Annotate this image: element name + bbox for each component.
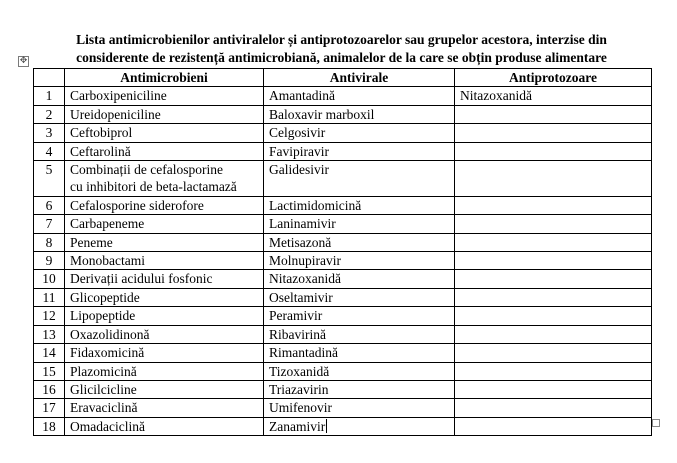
row-number-cell[interactable]: 9 bbox=[34, 252, 65, 270]
table-row bbox=[34, 252, 652, 270]
antimicrobial-cell[interactable]: Peneme bbox=[65, 233, 264, 251]
table-move-handle-icon[interactable]: ✥ bbox=[19, 56, 28, 66]
antiprotozoal-cell[interactable] bbox=[455, 288, 652, 306]
antiviral-text: Zanamivir bbox=[269, 418, 326, 434]
row-number-cell[interactable]: 14 bbox=[34, 344, 65, 362]
antimicrobial-cell[interactable]: Derivații acidului fosfonic bbox=[65, 270, 264, 288]
header-antivirals[interactable]: Antivirale bbox=[264, 69, 455, 87]
row-number-cell[interactable]: 7 bbox=[34, 215, 65, 233]
row-number-cell[interactable]: 10 bbox=[34, 270, 65, 288]
antiviral-cell[interactable]: Tizoxanidă bbox=[264, 362, 455, 380]
row-number-cell[interactable]: 8 bbox=[34, 233, 65, 251]
antiprotozoal-cell[interactable] bbox=[455, 105, 652, 123]
antimicrobial-text-line-2: cu inhibitori de beta-lactamază bbox=[70, 179, 237, 195]
antiprotozoal-cell[interactable]: Nitazoxanidă bbox=[455, 87, 652, 105]
antiprotozoal-cell[interactable] bbox=[455, 252, 652, 270]
antimicrobial-cell[interactable]: Glicopeptide bbox=[65, 288, 264, 306]
antimicrobial-cell[interactable]: Ureidopeniciline bbox=[65, 105, 264, 123]
row-number-cell[interactable]: 2 bbox=[34, 105, 65, 123]
antimicrobial-text-line-1: Combinații de cefalosporine bbox=[70, 162, 223, 178]
table-header-row bbox=[34, 69, 652, 87]
antimicrobial-cell[interactable] bbox=[65, 161, 264, 197]
table-resize-handle[interactable] bbox=[652, 419, 660, 427]
table-row bbox=[34, 215, 652, 233]
row-number-cell[interactable]: 11 bbox=[34, 288, 65, 306]
antiprotozoal-cell[interactable] bbox=[455, 307, 652, 325]
row-number-cell[interactable]: 4 bbox=[34, 142, 65, 160]
substances-table bbox=[33, 68, 652, 436]
antiviral-cell[interactable]: Nitazoxanidă bbox=[264, 270, 455, 288]
antimicrobial-cell[interactable]: Plazomicină bbox=[65, 362, 264, 380]
table-row bbox=[34, 399, 652, 417]
antiprotozoal-cell[interactable] bbox=[455, 270, 652, 288]
antiprotozoal-cell[interactable] bbox=[455, 196, 652, 214]
antimicrobial-cell[interactable]: Oxazolidinonă bbox=[65, 325, 264, 343]
antiviral-cell[interactable]: Celgosivir bbox=[264, 124, 455, 142]
table-row bbox=[34, 307, 652, 325]
table-row bbox=[34, 325, 652, 343]
header-number[interactable] bbox=[34, 69, 65, 87]
row-number-cell[interactable]: 15 bbox=[34, 362, 65, 380]
table-row bbox=[34, 380, 652, 398]
antimicrobial-cell[interactable]: Lipopeptide bbox=[65, 307, 264, 325]
antiprotozoal-cell[interactable] bbox=[455, 215, 652, 233]
antimicrobial-cell[interactable]: Ceftobiprol bbox=[65, 124, 264, 142]
antimicrobial-cell[interactable]: Glicilcicline bbox=[65, 380, 264, 398]
antiprotozoal-cell[interactable] bbox=[455, 325, 652, 343]
antiprotozoal-cell[interactable] bbox=[455, 380, 652, 398]
antiviral-cell[interactable]: Laninamivir bbox=[264, 215, 455, 233]
table-row bbox=[34, 362, 652, 380]
table-row bbox=[34, 124, 652, 142]
antiviral-cell[interactable]: Favipiravir bbox=[264, 142, 455, 160]
antiprotozoal-cell[interactable] bbox=[455, 233, 652, 251]
antiviral-cell[interactable]: Amantadină bbox=[264, 87, 455, 105]
table-body bbox=[34, 87, 652, 436]
row-number-cell[interactable]: 13 bbox=[34, 325, 65, 343]
antiviral-cell[interactable]: Peramivir bbox=[264, 307, 455, 325]
antiviral-cell[interactable]: Triazavirin bbox=[264, 380, 455, 398]
antiviral-cell[interactable]: Umifenovir bbox=[264, 399, 455, 417]
antiviral-cell[interactable]: Ribavirină bbox=[264, 325, 455, 343]
antiviral-cell[interactable]: Baloxavir marboxil bbox=[264, 105, 455, 123]
row-number-cell[interactable]: 12 bbox=[34, 307, 65, 325]
row-number-cell[interactable]: 18 bbox=[34, 417, 65, 435]
table-row bbox=[34, 161, 652, 197]
row-number-cell[interactable]: 1 bbox=[34, 87, 65, 105]
title-line-2: considerente de rezistență antimicrobiană, animalelor de la care se obțin produse alimentare bbox=[76, 50, 607, 65]
table-row bbox=[34, 196, 652, 214]
row-number-cell[interactable]: 6 bbox=[34, 196, 65, 214]
table-row bbox=[34, 417, 652, 435]
row-number-cell[interactable]: 5 bbox=[34, 161, 65, 197]
header-antimicrobials[interactable]: Antimicrobieni bbox=[65, 69, 264, 87]
antimicrobial-cell[interactable]: Cefalosporine siderofore bbox=[65, 196, 264, 214]
antiprotozoal-cell[interactable] bbox=[455, 344, 652, 362]
title-line-1: Lista antimicrobienilor antiviralelor și antiprotozoarelor sau grupelor acestora, interzise din bbox=[76, 32, 607, 47]
antimicrobial-cell[interactable]: Omadaciclină bbox=[65, 417, 264, 435]
antimicrobial-cell[interactable]: Eravaciclină bbox=[65, 399, 264, 417]
antimicrobial-cell[interactable]: Carboxipeniciline bbox=[65, 87, 264, 105]
antiviral-cell[interactable]: Lactimidomicină bbox=[264, 196, 455, 214]
antiviral-cell[interactable] bbox=[264, 417, 455, 435]
antiviral-cell[interactable]: Oseltamivir bbox=[264, 288, 455, 306]
table-row bbox=[34, 233, 652, 251]
antiviral-cell[interactable]: Galidesivir bbox=[264, 161, 455, 197]
table-row bbox=[34, 288, 652, 306]
table-row bbox=[34, 344, 652, 362]
row-number-cell[interactable]: 16 bbox=[34, 380, 65, 398]
antiprotozoal-cell[interactable] bbox=[455, 399, 652, 417]
antimicrobial-cell[interactable]: Ceftarolină bbox=[65, 142, 264, 160]
antiviral-cell[interactable]: Metisazonă bbox=[264, 233, 455, 251]
antiviral-cell[interactable]: Rimantadină bbox=[264, 344, 455, 362]
antiprotozoal-cell[interactable] bbox=[455, 142, 652, 160]
antimicrobial-cell[interactable]: Fidaxomicină bbox=[65, 344, 264, 362]
antiprotozoal-cell[interactable] bbox=[455, 161, 652, 197]
header-antiprotozoals[interactable]: Antiprotozoare bbox=[455, 69, 652, 87]
table-row bbox=[34, 87, 652, 105]
row-number-cell[interactable]: 17 bbox=[34, 399, 65, 417]
text-cursor bbox=[326, 419, 327, 433]
antimicrobial-cell[interactable]: Carbapeneme bbox=[65, 215, 264, 233]
row-number-cell[interactable]: 3 bbox=[34, 124, 65, 142]
antiprotozoal-cell[interactable] bbox=[455, 417, 652, 435]
table-row bbox=[34, 270, 652, 288]
antiviral-cell[interactable]: Molnupiravir bbox=[264, 252, 455, 270]
table-row bbox=[34, 142, 652, 160]
antimicrobial-cell[interactable]: Monobactami bbox=[65, 252, 264, 270]
antiprotozoal-cell[interactable] bbox=[455, 124, 652, 142]
document-title bbox=[33, 31, 650, 67]
table-row bbox=[34, 105, 652, 123]
antiprotozoal-cell[interactable] bbox=[455, 362, 652, 380]
